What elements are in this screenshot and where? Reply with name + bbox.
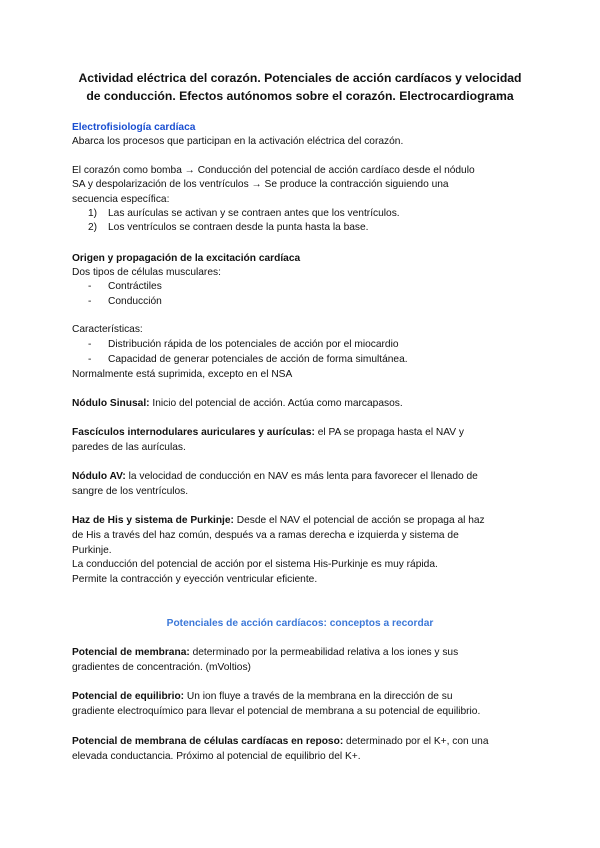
bullet-list-item bbox=[88, 353, 408, 366]
bullet-dash: - bbox=[88, 281, 92, 292]
paragraph-potencial-equilibrio-cont: gradiente electroquímico para llevar el potencial de membrana a su potencial de equilibrio. bbox=[72, 706, 481, 717]
numbered-list-item bbox=[88, 221, 369, 234]
definition-text: determinado por el K+, con una bbox=[343, 736, 489, 747]
paragraph-potencial-reposo-cont: elevada conductancia. Próximo al potencial de equilibrio del K+. bbox=[72, 751, 361, 762]
list-item-text: Las aurículas se activan y se contraen antes que los ventrículos. bbox=[108, 208, 400, 219]
definition-text: Un ion fluye a través de la membrana en la dirección de su bbox=[184, 691, 453, 702]
paragraph-nodulo-sinusal bbox=[72, 397, 403, 410]
list-number: 1) bbox=[88, 208, 98, 219]
paragraph-tipos: Dos tipos de células musculares: bbox=[72, 267, 221, 278]
paragraph-nodulo-av bbox=[72, 470, 478, 483]
paragraph-haz-his-line-5: Permite la contracción y eyección ventricular eficiente. bbox=[72, 574, 318, 585]
paragraph-haz-his-line-3: Purkinje. bbox=[72, 545, 112, 556]
paragraph-intro: Abarca los procesos que participan en la activación eléctrica del corazón. bbox=[72, 136, 404, 147]
list-item-text: Capacidad de generar potenciales de acción de forma simultánea. bbox=[108, 354, 408, 365]
term-potencial-equilibrio: Potencial de equilibrio: bbox=[72, 691, 185, 702]
paragraph-caracteristicas: Características: bbox=[72, 324, 143, 335]
paragraph-fasciculos-cont: paredes de las aurículas. bbox=[72, 442, 186, 453]
section-heading-electrofisiologia: Electrofisiología cardíaca bbox=[72, 122, 196, 133]
definition-text: la velocidad de conducción en NAV es más lenta para favorecer el llenado de bbox=[125, 471, 478, 482]
numbered-list-item bbox=[88, 207, 400, 220]
definition-text: Inicio del potencial de acción. Actúa como marcapasos. bbox=[149, 398, 403, 409]
bullet-dash: - bbox=[88, 354, 92, 365]
bullet-list-item bbox=[88, 338, 399, 351]
term-haz-his: Haz de His y sistema de Purkinje: bbox=[72, 515, 234, 526]
definition-text: Desde el NAV el potencial de acción se propaga al haz bbox=[233, 515, 485, 526]
title-line-1: Actividad eléctrica del corazón. Potenciales de acción cardíacos y velocidad bbox=[78, 71, 522, 85]
bullet-list-item bbox=[88, 295, 162, 308]
section-heading-potenciales: Potenciales de acción cardíacos: conceptos a recordar bbox=[166, 618, 434, 629]
paragraph-potencial-membrana bbox=[72, 646, 458, 659]
list-number: 2) bbox=[88, 222, 98, 233]
paragraph-fasciculos bbox=[72, 426, 464, 439]
paragraph-potencial-equilibrio bbox=[72, 690, 453, 703]
paragraph-haz-his-line-4: La conducción del potencial de acción por el sistema His-Purkinje es muy rápida. bbox=[72, 559, 438, 570]
paragraph-potencial-membrana-cont: gradientes de concentración. (mVoltios) bbox=[72, 662, 251, 673]
term-potencial-membrana: Potencial de membrana: bbox=[72, 647, 190, 658]
list-item-text: Los ventrículos se contraen desde la punta hasta la base. bbox=[108, 222, 369, 233]
term-potencial-reposo: Potencial de membrana de células cardíacas en reposo: bbox=[72, 736, 344, 747]
list-item-text: Contráctiles bbox=[108, 281, 162, 292]
definition-text: el PA se propaga hasta el NAV y bbox=[314, 427, 465, 438]
paragraph-bomba-line-2: SA y despolarización de los ventrículos → Se produce la contracción siguiendo una bbox=[72, 179, 449, 190]
paragraph-nodulo-av-cont: sangre de los ventrículos. bbox=[72, 486, 189, 497]
term-fasciculos: Fascículos internodulares auriculares y aurículas: bbox=[72, 427, 315, 438]
paragraph-haz-his-line-2: de His a través del haz común, después va a ramas derecha e izquierda y sistema de bbox=[72, 530, 459, 541]
paragraph-haz-his bbox=[72, 514, 485, 527]
list-item-text: Distribución rápida de los potenciales de acción por el miocardio bbox=[108, 339, 399, 350]
paragraph-potencial-reposo bbox=[72, 735, 489, 748]
term-nodulo-sinusal: Nódulo Sinusal: bbox=[72, 398, 150, 409]
bullet-dash: - bbox=[88, 339, 92, 350]
paragraph-normalmente: Normalmente está suprimida, excepto en el NSA bbox=[72, 369, 293, 380]
title-line-2: de conducción. Efectos autónomos sobre el corazón. Electrocardiograma bbox=[86, 88, 514, 103]
list-item-text: Conducción bbox=[108, 296, 162, 307]
term-nodulo-av: Nódulo AV: bbox=[72, 471, 126, 482]
paragraph-bomba-line-3: secuencia específica: bbox=[72, 194, 170, 205]
paragraph-bomba-line-1: El corazón como bomba → Conducción del potencial de acción cardíaco desde el nódulo bbox=[72, 165, 475, 176]
section-heading-origen: Origen y propagación de la excitación cardíaca bbox=[72, 253, 301, 264]
page-title bbox=[70, 70, 530, 105]
definition-text: determinado por la permeabilidad relativa a los iones y sus bbox=[189, 647, 459, 658]
bullet-dash: - bbox=[88, 296, 92, 307]
bullet-list-item bbox=[88, 280, 162, 293]
